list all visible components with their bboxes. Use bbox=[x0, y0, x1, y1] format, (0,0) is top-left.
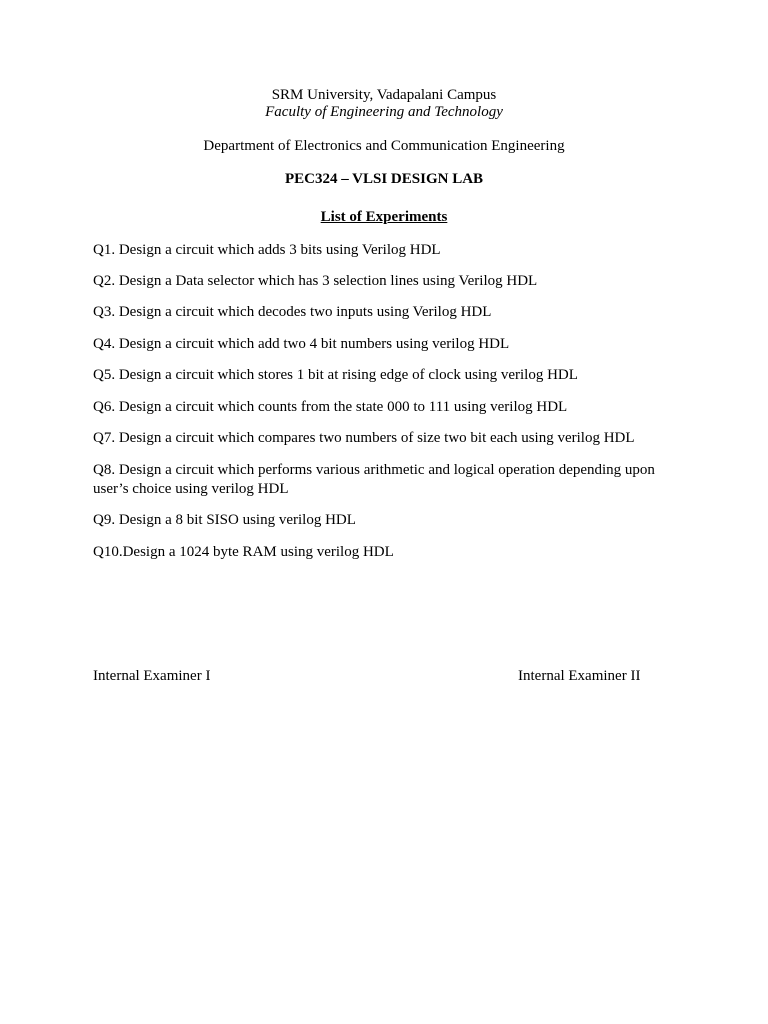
experiment-item-7: Q7. Design a circuit which compares two numbers of size two bit each using verilog HDL bbox=[93, 430, 635, 446]
experiment-item-4: Q4. Design a circuit which add two 4 bit numbers using verilog HDL bbox=[93, 336, 510, 352]
experiment-item-6: Q6. Design a circuit which counts from the state 000 to 111 using verilog HDL bbox=[93, 399, 568, 415]
experiment-item-1: Q1. Design a circuit which adds 3 bits using Verilog HDL bbox=[93, 242, 441, 258]
list-title-text: List of Experiments bbox=[320, 209, 448, 225]
experiment-item-5: Q5. Design a circuit which stores 1 bit at rising edge of clock using verilog HDL bbox=[93, 367, 578, 383]
experiment-item-8: Q8. Design a circuit which performs various arithmetic and logical operation depending upon user’s choice using verilog HDL bbox=[93, 462, 655, 497]
experiment-item-2: Q2. Design a Data selector which has 3 selection lines using Verilog HDL bbox=[93, 273, 538, 289]
experiment-item-3: Q3. Design a circuit which decodes two inputs using Verilog HDL bbox=[93, 304, 492, 320]
internal-examiner-2: Internal Examiner II bbox=[518, 668, 641, 684]
university-name: SRM University, Vadapalani Campus bbox=[271, 87, 497, 103]
experiment-item-9: Q9. Design a 8 bit SISO using verilog HDL bbox=[93, 512, 356, 528]
experiment-item-10: Q10.Design a 1024 byte RAM using verilog HDL bbox=[93, 544, 394, 560]
department-name: Department of Electronics and Communication Engineering bbox=[203, 138, 565, 154]
internal-examiner-1: Internal Examiner I bbox=[93, 668, 211, 684]
faculty-name: Faculty of Engineering and Technology bbox=[265, 104, 503, 120]
course-title: PEC324 – VLSI DESIGN LAB bbox=[284, 171, 484, 187]
list-title bbox=[0, 209, 768, 226]
